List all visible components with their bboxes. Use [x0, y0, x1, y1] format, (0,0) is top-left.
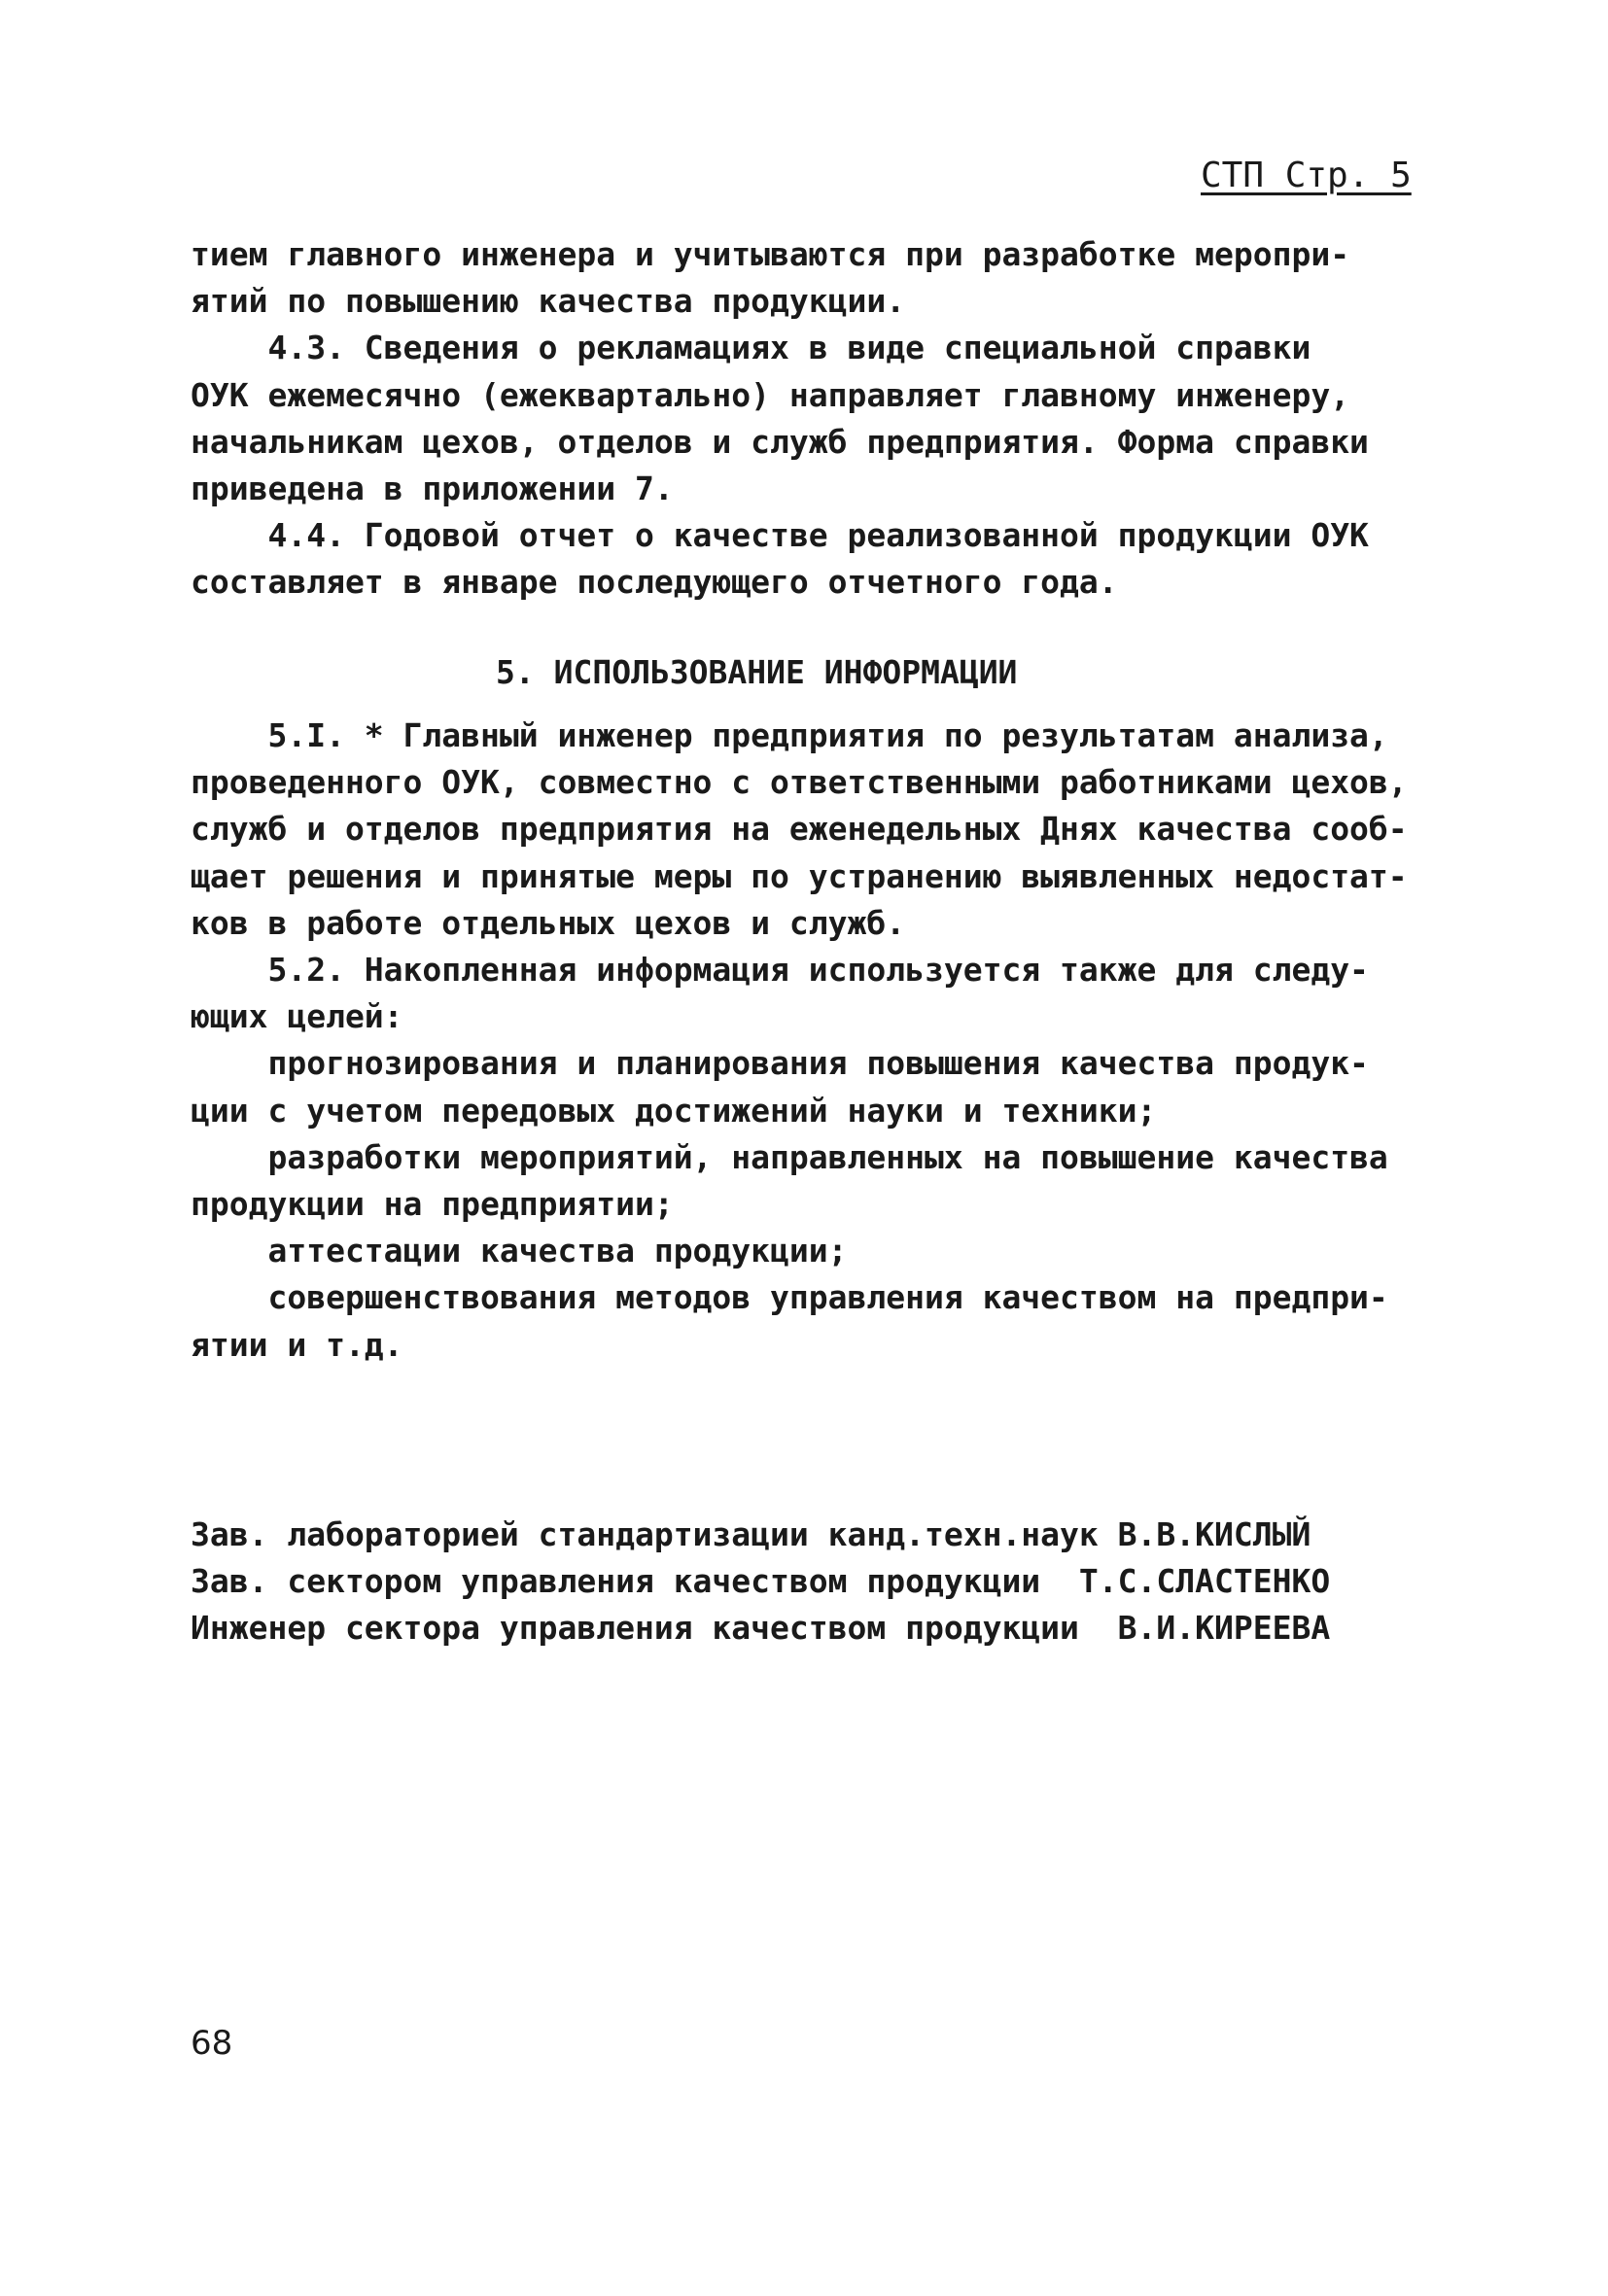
- text-line: аттестации качества продукции;: [191, 1232, 848, 1270]
- text-line: 4.4. Годовой отчет о качестве реализованной продукции ОУК: [191, 516, 1369, 555]
- text-line: ющих целей:: [191, 997, 403, 1036]
- text-line: совершенствования методов управления качеством на предпри-: [191, 1278, 1388, 1317]
- signature-line: Зав. сектором управления качеством продукции Т.С.СЛАСТЕНКО: [191, 1562, 1331, 1600]
- text-line: ции с учетом передовых достижений науки и техники;: [191, 1091, 1157, 1130]
- signature-line: Зав. лабораторией стандартизации канд.техн.наук В.В.КИСЛЫЙ: [191, 1515, 1311, 1553]
- text-line: начальникам цехов, отделов и служб предприятия. Форма справки: [191, 422, 1369, 461]
- page-number: 68: [191, 2024, 233, 2063]
- text-line: продукции на предприятии;: [191, 1185, 674, 1224]
- section-5-text: [191, 713, 1427, 1369]
- section-heading: 5. ИСПОЛЬЗОВАНИЕ ИНФОРМАЦИИ: [496, 653, 1018, 691]
- text-line: 4.3. Сведения о рекламациях в виде специальной справки: [191, 329, 1311, 367]
- text-line: разработки мероприятий, направленных на повышение качества: [191, 1137, 1388, 1176]
- text-line: тием главного инженера и учитываются при разработке меропри-: [191, 235, 1350, 273]
- text-line: 5.2. Накопленная информация используется также для следу-: [191, 951, 1369, 990]
- text-line: щает решения и принятые меры по устранению выявленных недостат-: [191, 856, 1408, 895]
- signature-block: [191, 1512, 1330, 1652]
- text-line: ОУК ежемесячно (ежеквартально) направляет главному инженеру,: [191, 375, 1350, 414]
- text-line: служб и отделов предприятия на еженедельных Днях качества сооб-: [191, 810, 1408, 849]
- text-line: прогнозирования и планирования повышения качества продук-: [191, 1044, 1369, 1083]
- text-line: составляет в январе последующего отчетного года.: [191, 563, 1118, 602]
- text-line: проведенного ОУК, совместно с ответственными работниками цехов,: [191, 763, 1408, 802]
- text-line: 5.I. * Главный инженер предприятия по результатам анализа,: [191, 716, 1388, 754]
- section-4-text: [191, 231, 1427, 607]
- signature-line: Инженер сектора управления качеством продукции В.И.КИРЕЕВА: [191, 1609, 1331, 1647]
- text-line: ятий по повышению качества продукции.: [191, 282, 906, 321]
- page-header: СТП Стр. 5: [1201, 156, 1412, 195]
- text-line: ков в работе отдельных цехов и служб.: [191, 903, 906, 942]
- text-line: приведена в приложении 7.: [191, 470, 674, 508]
- text-line: ятии и т.д.: [191, 1325, 403, 1364]
